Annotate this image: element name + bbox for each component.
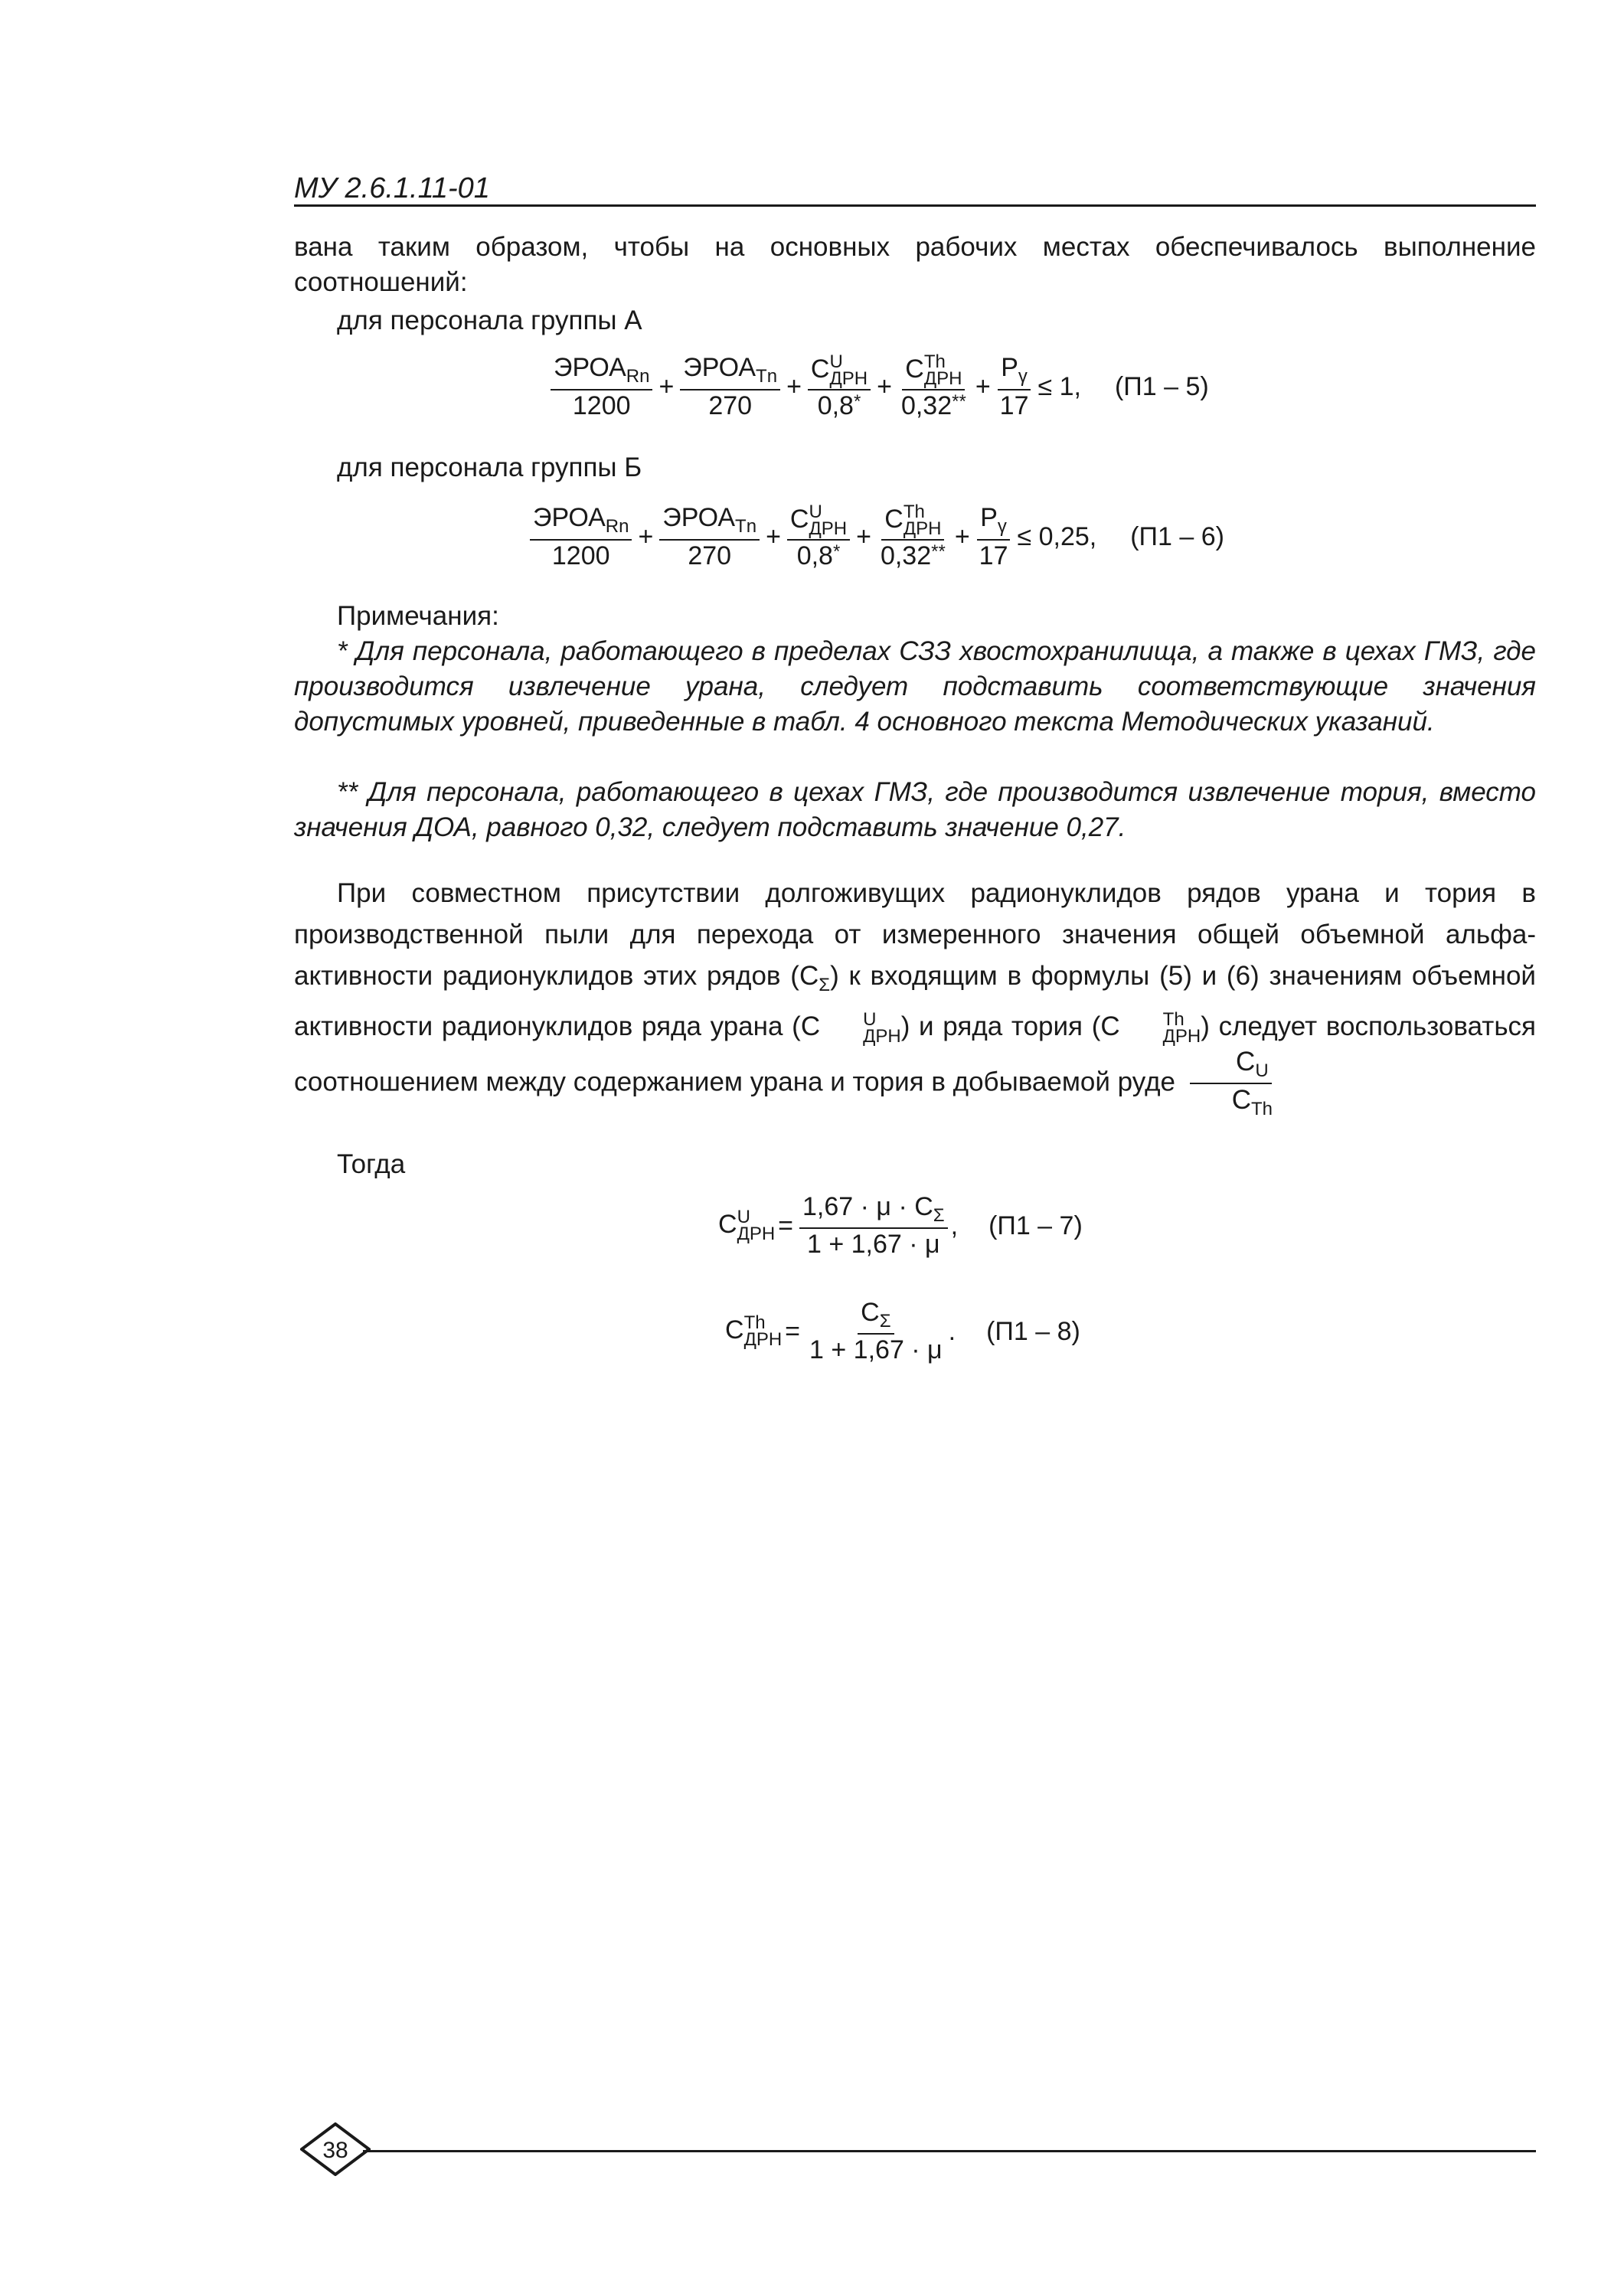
page-number-badge [300, 2122, 371, 2176]
header-rule [294, 204, 1536, 207]
formula-p1-8: C Th ДРН = $\frac{C_\Sigma}{1 + 1,67 \cdot \mu}$ . (П1 – 8) [725, 1298, 1080, 1365]
page-number: 38 [322, 2138, 348, 2163]
formula-p1-6: $\frac{ЭРОА_{Rn}}{1200}$ + $\frac{ЭРОА_{Tn}}{270}$ + C U ДРН 0,8* + C Th ДРН 0,32** + $\frac{P_\gamma}{17}$ ≤ 0,25, (П1 – 6) [527, 504, 1224, 570]
inline-formula-mu: $\frac{C_U}{C_{Th}}$ [1186, 1047, 1276, 1120]
then-label: Тогда [337, 1149, 406, 1179]
intro-paragraph: вана таким образом, чтобы на основных рабочих местах обеспечивалось выполнение соотношений: [294, 232, 1536, 297]
formula-p1-7: C U ДРН = $\frac{1,67 \cdot \mu \cdot C_\Sigma}{1 + 1,67 \cdot \mu}$ , (П1 – 7) [718, 1192, 1083, 1260]
group-a-label: для персонала группы А [337, 306, 642, 335]
fraction-p1-7: $\frac{1,67 \cdot \mu \cdot C_\Sigma}{1 + 1,67 \cdot \mu}$ [799, 1193, 948, 1260]
fraction-eroa-rn: $\frac{ЭРОА_{Rn}}{1200}$ [530, 504, 632, 570]
inline-c-thorium: C Th ДРН [1100, 1008, 1201, 1047]
fraction-c-uranium: C U ДРН 0,8* [808, 354, 871, 420]
formula-p1-5: $\frac{ЭРОА_{Rn}}{1200}$ + $\frac{ЭРОА_{Tn}}{270}$ + C U ДРН 0,8* + C Th ДРН 0,32** + $\frac{P_\gamma}{17}$ ≤ 1, (П1 – 5) [547, 354, 1209, 420]
footer-rule [363, 2150, 1536, 2152]
equation-tag-p1-5: (П1 – 5) [1114, 372, 1209, 402]
group-b-label: для персонала группы Б [337, 453, 642, 482]
fraction-c-thorium: C Th ДРН 0,32** [900, 351, 966, 420]
fraction-c-uranium: C U ДРН 0,8* [787, 504, 850, 570]
note-2: ** Для персонала, работающего в цехах ГМЗ, где производится извлечение тория, вместо значения ДОА, равного 0,32, следует подставить значение 0,27. [294, 777, 1536, 842]
notes-title: Примечания: [337, 601, 499, 631]
equation-tag-p1-7: (П1 – 7) [988, 1211, 1083, 1240]
main-paragraph: При совместном присутствии долгоживущих радионуклидов рядов урана и тория в производственной пыли для перехода от измеренного значения общей объемной альфа-активности радионуклидов этих рядов $(C_\Sigma)$ к входящим в формулы (5) и (6) значениям объемной активности радионуклидов ряда урана (C U ДРН ) и ряда тория (C Th ДРН ) следует воспользоваться соотношением между содержанием урана и тория в добываемой руде $\frac{C_U}{C_{Th}}$ [294, 878, 1537, 1120]
note-1: * Для персонала, работающего в пределах СЗЗ хвостохранилища, а также в цехах ГМЗ, где производится извлечение урана, следует подставить соответствующие значения допустимых уровней, приведенные в табл. 4 основного текста Методических указаний. [294, 636, 1536, 737]
fraction-eroa-rn: $\frac{ЭРОА_{Rn}}{1200}$ [551, 354, 652, 420]
fraction-eroa-tn: $\frac{ЭРОА_{Tn}}{270}$ [659, 504, 760, 570]
equation-tag-p1-8: (П1 – 8) [986, 1316, 1080, 1346]
equation-tag-p1-6: (П1 – 6) [1130, 522, 1224, 552]
fraction-p1-8: $\frac{C_\Sigma}{1 + 1,67 \cdot \mu}$ [809, 1298, 943, 1365]
lhs-c-uranium: C U ДРН [718, 1207, 776, 1245]
fraction-eroa-tn: $\frac{ЭРОА_{Tn}}{270}$ [680, 354, 780, 420]
fraction-c-thorium: C Th ДРН 0,32** [880, 502, 946, 570]
fraction-p-gamma: $\frac{P_\gamma}{17}$ [997, 354, 1032, 420]
document-code: МУ 2.6.1.11-01 [294, 172, 490, 204]
fraction-p-gamma: $\frac{P_\gamma}{17}$ [976, 504, 1011, 570]
lhs-c-thorium: C Th ДРН [725, 1312, 783, 1351]
inline-c-uranium: C U ДРН [800, 1008, 901, 1047]
